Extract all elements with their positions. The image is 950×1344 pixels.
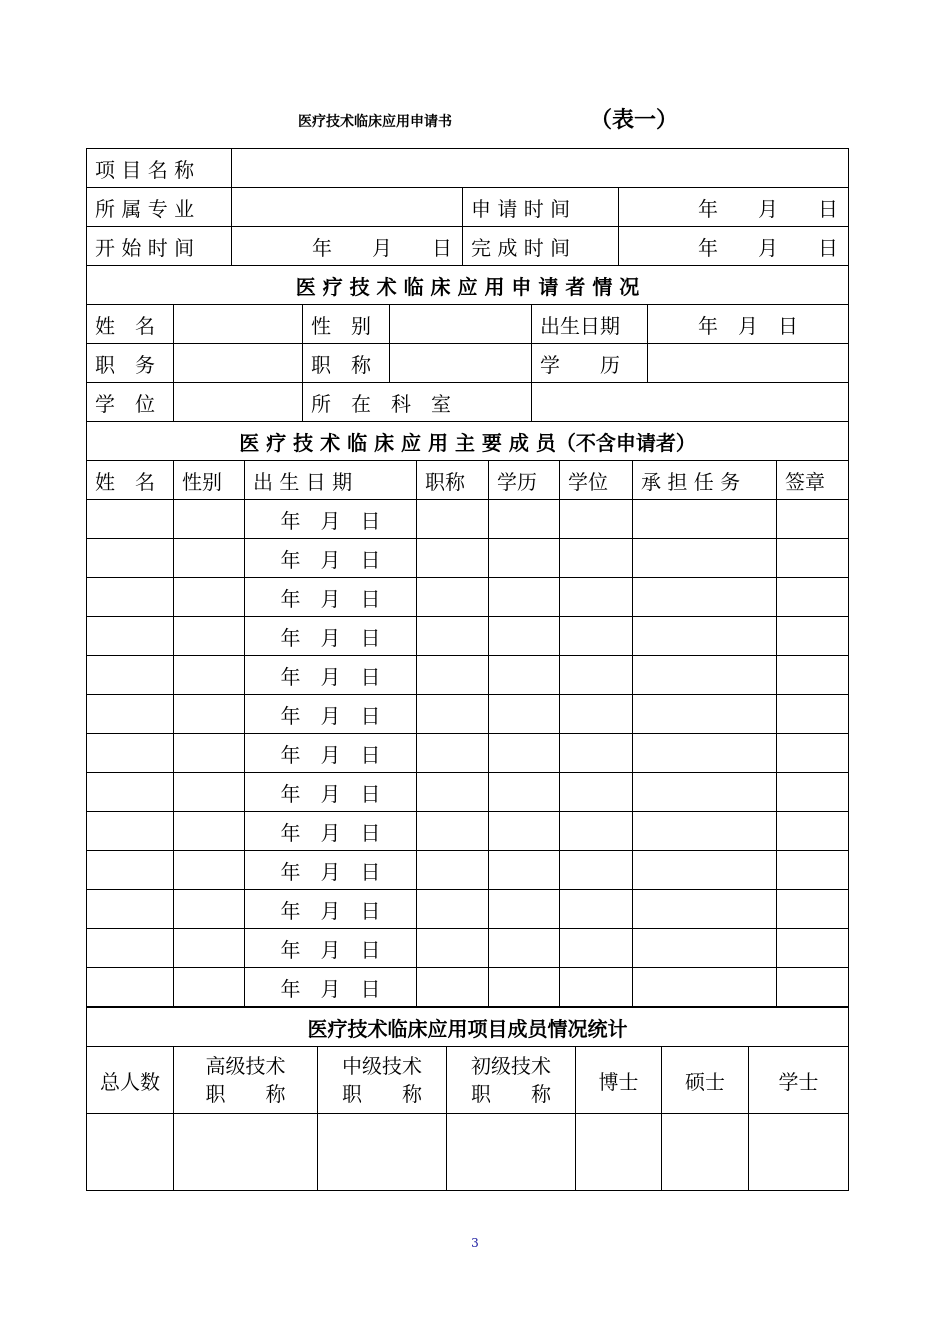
member-education-cell[interactable]	[489, 500, 560, 539]
applicant-name-field[interactable]	[174, 305, 303, 344]
member-name-cell[interactable]	[87, 656, 174, 695]
member-birth-cell[interactable]: 年 月 日	[245, 929, 417, 968]
member-signature-cell[interactable]	[777, 968, 849, 1007]
col-birth: 出 生 日 期	[245, 461, 417, 500]
applicant-gender-field[interactable]	[390, 305, 532, 344]
member-task-cell[interactable]	[633, 656, 777, 695]
col-education: 学历	[489, 461, 560, 500]
member-degree-cell[interactable]	[560, 773, 633, 812]
applicant-birth-field[interactable]: 年 月 日	[648, 305, 849, 344]
member-gender-cell[interactable]	[174, 851, 245, 890]
applicant-section-title: 医 疗 技 术 临 床 应 用 申 请 者 情 况	[87, 266, 849, 305]
member-gender-cell[interactable]	[174, 500, 245, 539]
member-title-cell[interactable]	[417, 890, 489, 929]
applicant-name-label: 姓 名	[87, 305, 174, 344]
member-title-cell[interactable]	[417, 578, 489, 617]
member-name-cell[interactable]	[87, 734, 174, 773]
member-row	[87, 656, 849, 695]
member-degree-cell[interactable]	[560, 656, 633, 695]
stats-master-field[interactable]	[662, 1114, 749, 1191]
finish-time-field[interactable]: 年 月 日	[619, 227, 849, 266]
member-task-cell[interactable]	[633, 851, 777, 890]
member-birth-cell[interactable]: 年 月 日	[245, 500, 417, 539]
finish-time-label: 完 成 时 间	[463, 227, 619, 266]
member-degree-cell[interactable]	[560, 890, 633, 929]
member-education-cell[interactable]	[489, 578, 560, 617]
member-task-cell[interactable]	[633, 968, 777, 1007]
member-signature-cell[interactable]	[777, 812, 849, 851]
member-gender-cell[interactable]	[174, 812, 245, 851]
member-task-cell[interactable]	[633, 539, 777, 578]
member-degree-cell[interactable]	[560, 851, 633, 890]
specialty-label: 所 属 专 业	[87, 188, 232, 227]
member-row	[87, 734, 849, 773]
application-form	[86, 148, 848, 1196]
member-name-cell[interactable]	[87, 890, 174, 929]
stats-bachelor-field[interactable]	[749, 1114, 849, 1191]
stats-middle-line1: 中级技术	[342, 1054, 422, 1078]
member-education-cell[interactable]	[489, 851, 560, 890]
stats-junior-line1: 初级技术	[471, 1054, 551, 1078]
member-title-cell[interactable]	[417, 695, 489, 734]
stats-bachelor-label: 学士	[749, 1047, 849, 1114]
member-birth-cell[interactable]: 年 月 日	[245, 617, 417, 656]
member-row	[87, 929, 849, 968]
members-section-title: 医 疗 技 术 临 床 应 用 主 要 成 员（不含申请者）	[87, 422, 849, 461]
member-education-cell[interactable]	[489, 890, 560, 929]
member-education-cell[interactable]	[489, 929, 560, 968]
member-name-cell[interactable]	[87, 812, 174, 851]
member-signature-cell[interactable]	[777, 500, 849, 539]
applicant-degree-field[interactable]	[174, 383, 303, 422]
member-name-cell[interactable]	[87, 695, 174, 734]
table-number: （表一）	[590, 108, 679, 133]
member-row	[87, 695, 849, 734]
stats-master-label: 硕士	[662, 1047, 749, 1114]
project-name-label: 项 目 名 称	[87, 149, 232, 188]
page-number: 3	[471, 1236, 479, 1250]
member-birth-cell[interactable]: 年 月 日	[245, 695, 417, 734]
col-gender: 性别	[174, 461, 245, 500]
member-education-cell[interactable]	[489, 539, 560, 578]
member-degree-cell[interactable]	[560, 812, 633, 851]
member-task-cell[interactable]	[633, 734, 777, 773]
member-title-cell[interactable]	[417, 773, 489, 812]
stats-senior-field[interactable]	[174, 1114, 318, 1191]
member-task-cell[interactable]	[633, 617, 777, 656]
member-signature-cell[interactable]	[777, 890, 849, 929]
stats-senior-label	[174, 1047, 318, 1114]
member-education-cell[interactable]	[489, 695, 560, 734]
member-education-cell[interactable]	[489, 656, 560, 695]
member-title-cell[interactable]	[417, 656, 489, 695]
member-birth-cell[interactable]: 年 月 日	[245, 656, 417, 695]
project-info-section	[86, 148, 848, 266]
member-title-cell[interactable]	[417, 929, 489, 968]
stats-junior-label	[447, 1047, 576, 1114]
member-name-cell[interactable]	[87, 500, 174, 539]
applicant-dept-label: 所 在 科 室	[303, 383, 532, 422]
member-degree-cell[interactable]	[560, 539, 633, 578]
member-degree-cell[interactable]	[560, 734, 633, 773]
stats-section	[86, 1007, 848, 1191]
member-education-cell[interactable]	[489, 617, 560, 656]
member-gender-cell[interactable]	[174, 734, 245, 773]
member-birth-cell[interactable]: 年 月 日	[245, 851, 417, 890]
member-signature-cell[interactable]	[777, 617, 849, 656]
member-birth-cell[interactable]: 年 月 日	[245, 578, 417, 617]
member-row	[87, 539, 849, 578]
page-title: 医疗技术临床应用申请书	[298, 114, 452, 130]
member-gender-cell[interactable]	[174, 578, 245, 617]
stats-middle-label	[318, 1047, 447, 1114]
member-gender-cell[interactable]	[174, 929, 245, 968]
stats-total-field[interactable]	[87, 1114, 174, 1191]
col-signature: 签章	[777, 461, 849, 500]
col-title: 职称	[417, 461, 489, 500]
col-name: 姓 名	[87, 461, 174, 500]
member-title-cell[interactable]	[417, 617, 489, 656]
member-degree-cell[interactable]	[560, 578, 633, 617]
member-task-cell[interactable]	[633, 578, 777, 617]
member-name-cell[interactable]	[87, 578, 174, 617]
stats-phd-field[interactable]	[576, 1114, 662, 1191]
stats-total-label: 总人数	[87, 1047, 174, 1114]
apply-time-field[interactable]: 年 月 日	[619, 188, 849, 227]
member-name-cell[interactable]	[87, 539, 174, 578]
applicant-education-label: 学 历	[532, 344, 648, 383]
member-birth-cell[interactable]: 年 月 日	[245, 890, 417, 929]
col-task: 承 担 任 务	[633, 461, 777, 500]
applicant-gender-label: 性 别	[303, 305, 390, 344]
member-task-cell[interactable]	[633, 500, 777, 539]
member-row	[87, 851, 849, 890]
member-signature-cell[interactable]	[777, 656, 849, 695]
applicant-degree-label: 学 位	[87, 383, 174, 422]
member-title-cell[interactable]	[417, 539, 489, 578]
member-name-cell[interactable]	[87, 617, 174, 656]
stats-junior-line2: 职 称	[471, 1082, 551, 1106]
member-row	[87, 812, 849, 851]
applicant-duty-label: 职 务	[87, 344, 174, 383]
member-degree-cell[interactable]	[560, 929, 633, 968]
member-signature-cell[interactable]	[777, 578, 849, 617]
member-gender-cell[interactable]	[174, 773, 245, 812]
member-education-cell[interactable]	[489, 773, 560, 812]
member-education-cell[interactable]	[489, 734, 560, 773]
member-name-cell[interactable]	[87, 773, 174, 812]
applicant-duty-field[interactable]	[174, 344, 303, 383]
col-degree: 学位	[560, 461, 633, 500]
member-title-cell[interactable]	[417, 851, 489, 890]
member-birth-cell[interactable]: 年 月 日	[245, 812, 417, 851]
member-row	[87, 500, 849, 539]
stats-senior-line2: 职 称	[205, 1082, 286, 1106]
member-task-cell[interactable]	[633, 773, 777, 812]
member-task-cell[interactable]	[633, 890, 777, 929]
member-signature-cell[interactable]	[777, 539, 849, 578]
member-gender-cell[interactable]	[174, 656, 245, 695]
member-name-cell[interactable]	[87, 929, 174, 968]
stats-middle-line2: 职 称	[342, 1082, 422, 1106]
applicant-education-field[interactable]	[648, 344, 849, 383]
member-title-cell[interactable]	[417, 812, 489, 851]
applicant-birth-label: 出生日期	[532, 305, 648, 344]
member-birth-cell[interactable]: 年 月 日	[245, 734, 417, 773]
members-header-row	[87, 461, 849, 500]
project-name-field[interactable]	[232, 149, 849, 188]
member-row	[87, 578, 849, 617]
stats-phd-label: 博士	[576, 1047, 662, 1114]
stats-middle-field[interactable]	[318, 1114, 447, 1191]
member-signature-cell[interactable]	[777, 929, 849, 968]
member-row	[87, 968, 849, 1007]
member-gender-cell[interactable]	[174, 539, 245, 578]
member-task-cell[interactable]	[633, 695, 777, 734]
member-degree-cell[interactable]	[560, 968, 633, 1007]
start-time-label: 开 始 时 间	[87, 227, 232, 266]
member-task-cell[interactable]	[633, 929, 777, 968]
member-education-cell[interactable]	[489, 968, 560, 1007]
member-degree-cell[interactable]	[560, 500, 633, 539]
member-title-cell[interactable]	[417, 734, 489, 773]
member-birth-cell[interactable]: 年 月 日	[245, 773, 417, 812]
stats-senior-line1: 高级技术	[205, 1054, 286, 1078]
member-birth-cell[interactable]: 年 月 日	[245, 539, 417, 578]
members-section	[86, 421, 848, 1007]
applicant-section	[86, 265, 848, 422]
member-signature-cell[interactable]	[777, 851, 849, 890]
specialty-field[interactable]	[232, 188, 463, 227]
apply-time-label: 申 请 时 间	[463, 188, 619, 227]
stats-junior-field[interactable]	[447, 1114, 576, 1191]
member-gender-cell[interactable]	[174, 617, 245, 656]
member-title-cell[interactable]	[417, 968, 489, 1007]
member-signature-cell[interactable]	[777, 734, 849, 773]
member-degree-cell[interactable]	[560, 617, 633, 656]
member-title-cell[interactable]	[417, 500, 489, 539]
member-gender-cell[interactable]	[174, 695, 245, 734]
member-task-cell[interactable]	[633, 812, 777, 851]
member-row	[87, 890, 849, 929]
member-gender-cell[interactable]	[174, 890, 245, 929]
applicant-dept-field[interactable]	[532, 383, 849, 422]
member-signature-cell[interactable]	[777, 695, 849, 734]
member-education-cell[interactable]	[489, 812, 560, 851]
member-birth-cell[interactable]: 年 月 日	[245, 968, 417, 1007]
applicant-title-label: 职 称	[303, 344, 390, 383]
start-time-field[interactable]: 年 月 日	[232, 227, 463, 266]
stats-section-title: 医疗技术临床应用项目成员情况统计	[87, 1008, 849, 1047]
member-degree-cell[interactable]	[560, 695, 633, 734]
applicant-title-field[interactable]	[390, 344, 532, 383]
member-row	[87, 617, 849, 656]
member-name-cell[interactable]	[87, 968, 174, 1007]
member-gender-cell[interactable]	[174, 968, 245, 1007]
member-signature-cell[interactable]	[777, 773, 849, 812]
member-row	[87, 773, 849, 812]
member-name-cell[interactable]	[87, 851, 174, 890]
